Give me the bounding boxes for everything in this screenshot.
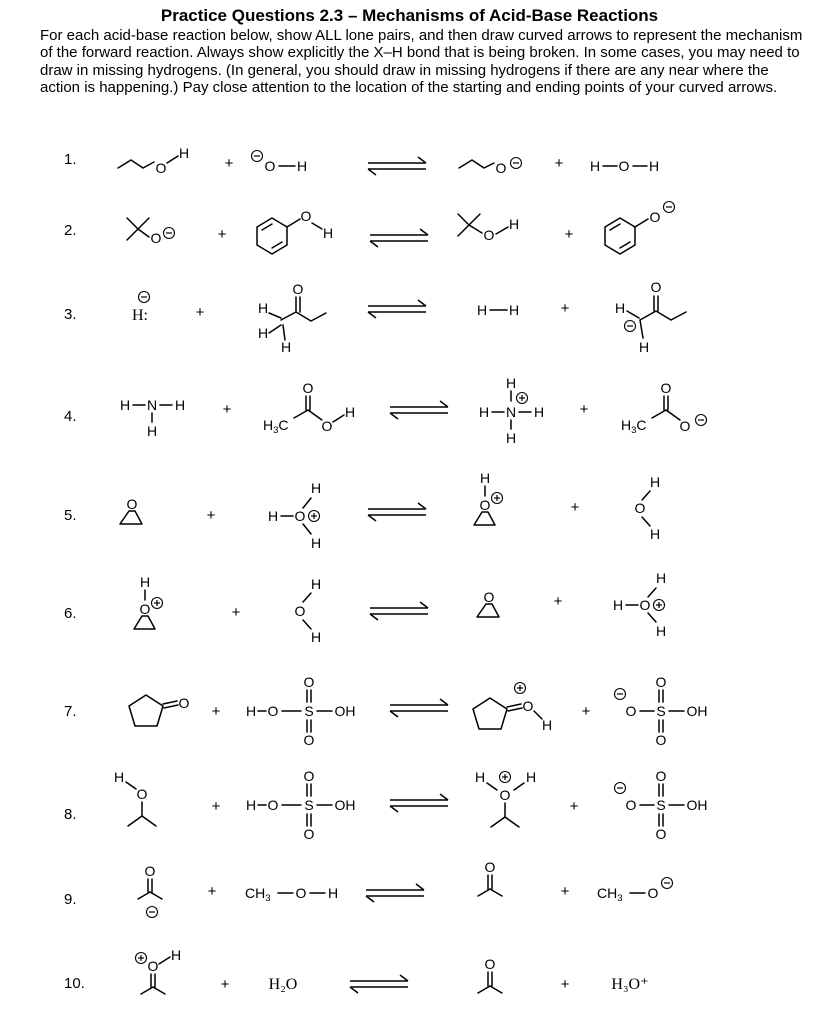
svg-text:O: O: [625, 703, 637, 719]
reactant-protonated-epoxide: [134, 574, 163, 629]
reactant-isopropanol: [114, 769, 156, 826]
svg-text:O: O: [155, 160, 167, 176]
plus-sign: +: [560, 300, 570, 317]
svg-text:OH: OH: [334, 797, 356, 813]
svg-text:H: H: [614, 300, 626, 316]
svg-text:O: O: [499, 787, 511, 803]
reaction-6: [134, 570, 666, 645]
product-phenoxide: [605, 202, 675, 255]
plus-sign: +: [579, 401, 589, 418]
reaction-8: [114, 768, 708, 842]
product-protonated-cyclopentanone: [473, 683, 552, 734]
svg-text:H: H: [525, 769, 537, 785]
svg-text:O: O: [267, 703, 279, 719]
svg-text:O: O: [295, 885, 307, 901]
svg-text:H: H: [257, 300, 269, 316]
plus-sign: +: [224, 155, 234, 172]
plus-sign: +: [211, 703, 221, 720]
svg-text:H: H: [541, 717, 553, 733]
equilibrium-arrow: [368, 157, 426, 175]
svg-text:H: H: [146, 423, 158, 439]
svg-text:O: O: [147, 958, 159, 974]
svg-text:O: O: [479, 497, 491, 513]
svg-text:O: O: [647, 885, 659, 901]
svg-text:O: O: [679, 418, 691, 434]
svg-text:S: S: [656, 797, 666, 813]
svg-text:S: S: [304, 797, 314, 813]
question-number: 5.: [64, 507, 77, 524]
plus-sign: +: [564, 226, 574, 243]
svg-text:H: H: [505, 430, 517, 446]
product-water: [590, 158, 659, 174]
svg-text:H3C: $H_3C$: [263, 417, 289, 436]
svg-text:H:: H:: [132, 307, 148, 324]
svg-text:H: H: [344, 404, 356, 420]
product-ethoxide: [459, 158, 522, 177]
product-acetone: [478, 956, 502, 993]
svg-text:OH: OH: [686, 703, 708, 719]
svg-text:O: O: [650, 279, 662, 295]
reaction-9: [138, 859, 673, 918]
svg-text:H3C: $H_3C$: [621, 417, 647, 436]
svg-text:H: H: [310, 629, 322, 645]
reaction-3: [132, 279, 686, 355]
svg-text:O: O: [655, 826, 667, 842]
svg-text:H: H: [474, 769, 486, 785]
svg-text:H: H: [476, 302, 488, 318]
water-formula: H₂O: [268, 976, 298, 993]
reactant-tert-butoxide: [127, 218, 175, 246]
equilibrium-arrow: [390, 401, 448, 419]
reactant-ammonia: [120, 397, 185, 439]
svg-text:H: H: [612, 597, 624, 613]
equilibrium-arrow: [368, 503, 426, 521]
svg-text:S: S: [656, 703, 666, 719]
reaction-2: [127, 202, 675, 255]
svg-text:O: O: [302, 380, 314, 396]
reactant-cyclopentanone: [129, 695, 190, 726]
plus-sign: +: [220, 976, 230, 993]
product-acetate: [621, 380, 707, 436]
svg-text:O: O: [300, 208, 312, 224]
svg-text:O: O: [625, 797, 637, 813]
svg-text:O: O: [634, 500, 646, 516]
svg-text:H: H: [174, 397, 186, 413]
svg-text:O: O: [649, 209, 661, 225]
svg-text:H: H: [589, 158, 601, 174]
svg-text:H: H: [257, 325, 269, 341]
plus-sign: +: [211, 798, 221, 815]
reactant-methanol: [245, 885, 338, 904]
plus-sign: +: [553, 593, 563, 610]
svg-text:O: O: [303, 674, 315, 690]
reactant-ethanol: [118, 145, 189, 176]
svg-text:O: O: [264, 158, 276, 174]
instructions-text: For each acid-base reaction below, show ALL lone pairs, and then draw curved arrows to represent the mechanism of the forward reaction. Always show explicitly the X–H bond that is being broken. In some cases, you may need to draw in missing hydrogens. (In general, you should draw in missing hydrogens if there are any near where the action is happening.) Pay close attention to the location of the starting and ending points of your curved arrows.: [40, 27, 803, 97]
reactant-sulfuric-acid: [246, 674, 356, 748]
product-hydrogen: [477, 302, 519, 318]
svg-text:O: O: [655, 768, 667, 784]
svg-text:H: H: [648, 158, 660, 174]
svg-text:H: H: [280, 339, 292, 355]
plus-sign: +: [207, 883, 217, 900]
svg-text:OH: OH: [334, 703, 356, 719]
svg-text:O: O: [655, 732, 667, 748]
plus-sign: +: [195, 304, 205, 321]
question-number: 3.: [64, 306, 77, 323]
svg-text:O: O: [655, 674, 667, 690]
svg-text:H: H: [508, 216, 520, 232]
svg-text:H: H: [649, 474, 661, 490]
question-number: 4.: [64, 408, 77, 425]
svg-text:O: O: [303, 826, 315, 842]
question-number: 8.: [64, 806, 77, 823]
plus-sign: +: [560, 976, 570, 993]
svg-text:O: O: [483, 227, 495, 243]
svg-text:H: H: [655, 570, 667, 586]
reactant-water: [295, 576, 322, 645]
svg-text:H: H: [505, 375, 517, 391]
svg-text:H: H: [245, 797, 257, 813]
svg-text:H: H: [649, 526, 661, 542]
reaction-5: [120, 470, 660, 551]
svg-text:O: O: [660, 380, 672, 396]
reactant-protonated-acetone: [136, 947, 182, 994]
svg-text:O: O: [139, 601, 151, 617]
svg-text:H: H: [327, 885, 339, 901]
plus-sign: +: [581, 703, 591, 720]
page-title: Practice Questions 2.3 – Mechanisms of Acid-Base Reactions: [160, 6, 659, 25]
plus-sign: +: [222, 401, 232, 418]
product-bisulfate: [615, 674, 708, 748]
plus-sign: +: [560, 883, 570, 900]
reactant-ketone: [258, 281, 326, 355]
plus-sign: +: [217, 226, 227, 243]
question-number: 2.: [64, 222, 77, 239]
plus-sign: +: [569, 798, 579, 815]
svg-text:H: H: [310, 576, 322, 592]
svg-text:O: O: [321, 418, 333, 434]
svg-text:O: O: [618, 158, 630, 174]
svg-text:O: O: [495, 160, 507, 176]
svg-text:O: O: [144, 863, 156, 879]
question-number: 1.: [64, 151, 77, 168]
svg-text:O: O: [294, 508, 306, 524]
product-hydronium: [613, 570, 666, 639]
equilibrium-arrow: [366, 884, 424, 902]
svg-text:H: H: [638, 339, 650, 355]
svg-text:O: O: [639, 597, 651, 613]
svg-text:S: S: [304, 703, 314, 719]
reactant-hydride: [132, 292, 150, 325]
svg-text:H: H: [479, 470, 491, 486]
svg-text:O: O: [483, 589, 495, 605]
svg-text:OH: OH: [686, 797, 708, 813]
svg-text:O: O: [178, 695, 190, 711]
svg-text:H: H: [119, 397, 131, 413]
reactant-hydronium: [268, 480, 321, 551]
reactant-acetic-acid: [263, 380, 355, 436]
question-number: 9.: [64, 891, 77, 908]
equilibrium-arrow: [370, 602, 428, 620]
svg-text:H: H: [508, 302, 520, 318]
svg-text:H: H: [322, 225, 334, 241]
svg-text:O: O: [126, 496, 138, 512]
question-number: 6.: [64, 605, 77, 622]
svg-text:N: N: [505, 404, 517, 420]
product-tert-butanol: [458, 214, 519, 243]
product-enolate-carbanion: [615, 279, 686, 355]
product-ammonium: [479, 375, 544, 446]
reactant-hydroxide: [252, 151, 308, 175]
question-number: 7.: [64, 703, 77, 720]
svg-text:O: O: [303, 732, 315, 748]
svg-text:N: N: [146, 397, 158, 413]
product-bisulfate: [615, 768, 708, 842]
svg-text:H: H: [245, 703, 257, 719]
reactant-epoxide: [120, 496, 142, 524]
svg-text:H: H: [310, 535, 322, 551]
svg-text:O: O: [294, 603, 306, 619]
svg-text:O: O: [484, 859, 496, 875]
equilibrium-arrow: [368, 300, 426, 318]
hydronium-formula: H₃O⁺: [611, 976, 649, 993]
svg-text:O: O: [150, 230, 162, 246]
plus-sign: +: [570, 499, 580, 516]
svg-text:H: H: [178, 145, 190, 161]
product-acetone: [478, 859, 502, 896]
reactant-sulfuric-acid: [246, 768, 356, 842]
svg-text:H: H: [478, 404, 490, 420]
svg-text:H: H: [113, 769, 125, 785]
equilibrium-arrow: [370, 229, 428, 247]
reaction-10: [136, 947, 649, 994]
question-number: 10.: [64, 975, 85, 992]
svg-text:CH3: $CH_3$: [597, 885, 623, 904]
svg-text:O: O: [136, 786, 148, 802]
svg-text:H: H: [296, 158, 308, 174]
product-protonated-isopropanol: [475, 769, 536, 827]
product-methoxide: [597, 878, 673, 905]
product-protonated-epoxide: [474, 470, 503, 525]
svg-text:O: O: [484, 956, 496, 972]
equilibrium-arrow: [390, 699, 448, 717]
svg-text:H: H: [655, 623, 667, 639]
svg-text:O: O: [303, 768, 315, 784]
equilibrium-arrow: [390, 794, 448, 812]
svg-text:H: H: [170, 947, 182, 963]
svg-text:H: H: [139, 574, 151, 590]
svg-text:H: H: [267, 508, 279, 524]
equilibrium-arrow: [350, 975, 408, 993]
reaction-1: [118, 145, 659, 176]
reaction-4: [120, 375, 707, 446]
svg-text:O: O: [522, 698, 534, 714]
svg-text:CH3: $CH_3$: [245, 885, 271, 904]
reaction-7: [129, 674, 708, 748]
product-water: [635, 474, 661, 542]
svg-text:O: O: [267, 797, 279, 813]
plus-sign: +: [231, 604, 241, 621]
svg-text:H: H: [533, 404, 545, 420]
plus-sign: +: [554, 155, 564, 172]
product-epoxide: [477, 589, 499, 617]
reactant-enolate: [138, 863, 162, 918]
svg-text:H: H: [310, 480, 322, 496]
svg-text:O: O: [292, 281, 304, 297]
reactant-phenol: [257, 208, 333, 254]
plus-sign: +: [206, 507, 216, 524]
